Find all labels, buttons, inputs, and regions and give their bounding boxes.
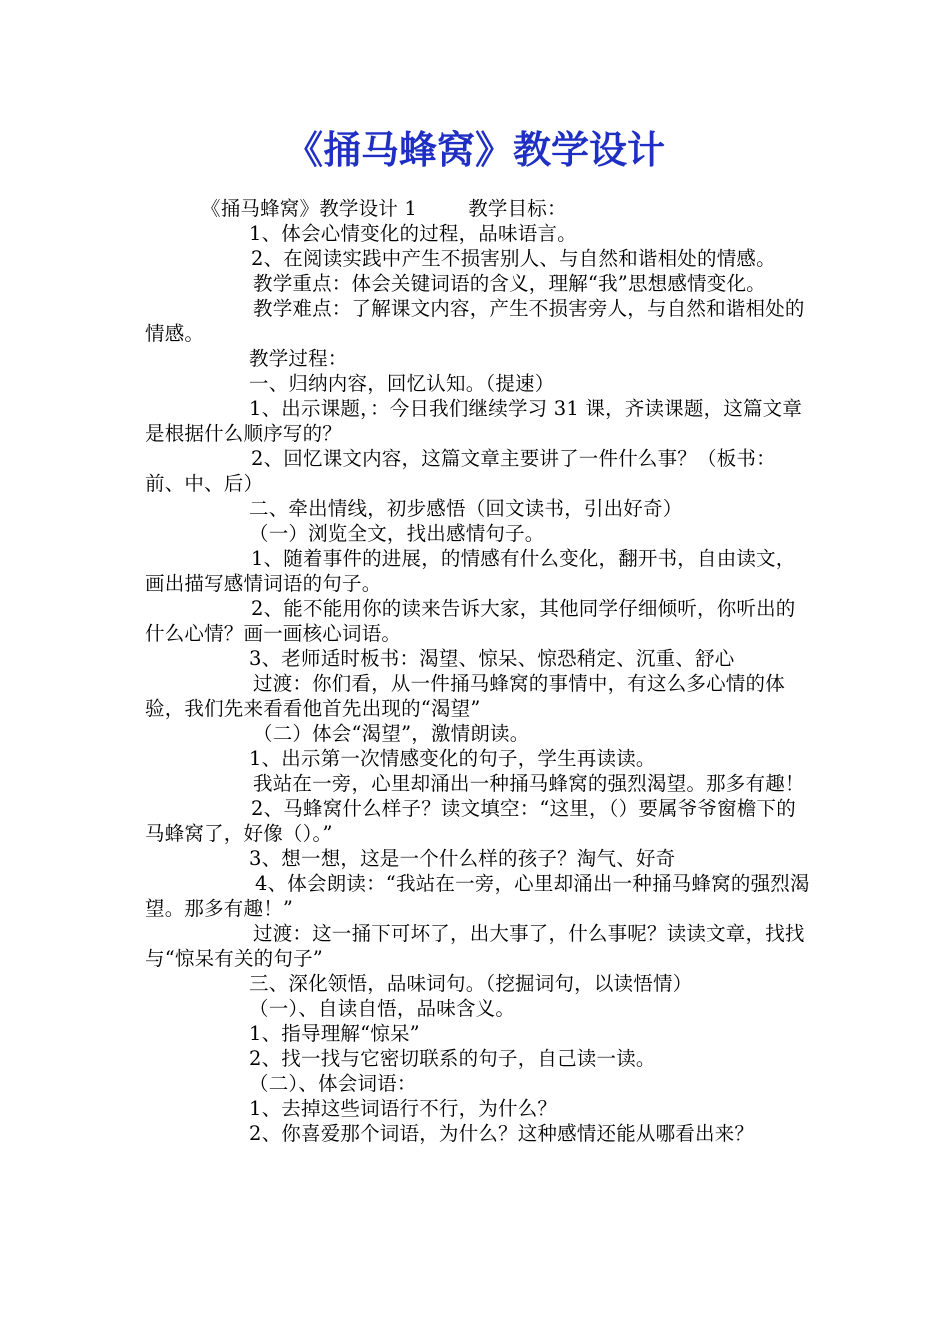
paragraph: 1、去掉这些词语行不行，为什么？ xyxy=(249,1097,558,1120)
paragraph: 教学过程： xyxy=(249,347,348,370)
paragraph: 3、老师适时板书：渴望、惊呆、惊恐稍定、沉重、舒心 xyxy=(249,647,735,670)
paragraph: 1、出示第一次情感变化的句子，学生再读读。 xyxy=(249,747,656,770)
paragraph: 4、体会朗读：“我站在一旁，心里却涌出一种捅马蜂窝的强烈渴望。那多有趣！” xyxy=(145,872,810,920)
paragraph: 1、指导理解“惊呆” xyxy=(249,1022,420,1045)
paragraph: 《捅马蜂窝》教学设计 1 教学目标： xyxy=(201,197,567,220)
paragraph: 三、深化领悟，品味词句。（挖掘词句，以读悟情） xyxy=(249,972,693,995)
paragraph: 一、归纳内容，回忆认知。（提速） xyxy=(249,372,555,395)
paragraph: 2、在阅读实践中产生不损害别人、与自然和谐相处的情感。 xyxy=(251,247,776,270)
paragraph: 过渡：这一捅下可坏了，出大事了，什么事呢？读读文章，找找与“惊呆有关的句子” xyxy=(145,922,805,970)
paragraph: 我站在一旁，心里却涌出一种捅马蜂窝的强烈渴望。那多有趣！ xyxy=(253,772,805,795)
paragraph: 2、你喜爱那个词语，为什么？这种感情还能从哪看出来？ xyxy=(249,1122,755,1145)
paragraph: 3、想一想，这是一个什么样的孩子？淘气、好奇 xyxy=(249,847,676,870)
paragraph: 1、出示课题，：今日我们继续学习 31 课，齐读课题，这篇文章是根据什么顺序写的？ xyxy=(145,397,803,445)
paragraph: 教学难点：了解课文内容，产生不损害旁人，与自然和谐相处的情感。 xyxy=(145,297,805,345)
paragraph: 教学重点：体会关键词语的含义，理解“我”思想感情变化。 xyxy=(253,272,766,295)
paragraph: 2、马蜂窝什么样子？读文填空：“这里，（）要属爷爷窗檐下的马蜂窝了，好像（）。” xyxy=(145,797,796,845)
paragraph: 1、随着事件的进展，的情感有什么变化，翻开书，自由读文，画出描写感情词语的句子。 xyxy=(145,547,796,595)
paragraph: 1、体会心情变化的过程，品味语言。 xyxy=(249,222,577,245)
paragraph: （二）体会“渴望”，激情朗读。 xyxy=(253,722,530,745)
paragraph: 2、找一找与它密切联系的句子，自己读一读。 xyxy=(249,1047,656,1070)
paragraph: 2、回忆课文内容，这篇文章主要讲了一件什么事？（板书：前、中、后） xyxy=(145,447,776,495)
document-body xyxy=(145,196,810,1146)
paragraph: （二）、体会词语： xyxy=(249,1072,417,1095)
document-title: 《捅马蜂窝》教学设计 xyxy=(284,128,665,172)
paragraph: 2、能不能用你的读来告诉大家，其他同学仔细倾听，你听出的什么心情？画一画核心词语。 xyxy=(145,597,796,645)
paragraph: （一）浏览全文，找出感情句子。 xyxy=(249,522,545,545)
paragraph: 二、牵出情线，初步感悟（回文读书，引出好奇） xyxy=(249,497,683,520)
paragraph: 过渡：你们看，从一件捅马蜂窝的事情中，有这么多心情的体验，我们先来看看他首先出现的“渴望” xyxy=(145,672,785,720)
paragraph: （一）、自读自悟，品味含义。 xyxy=(249,997,516,1020)
